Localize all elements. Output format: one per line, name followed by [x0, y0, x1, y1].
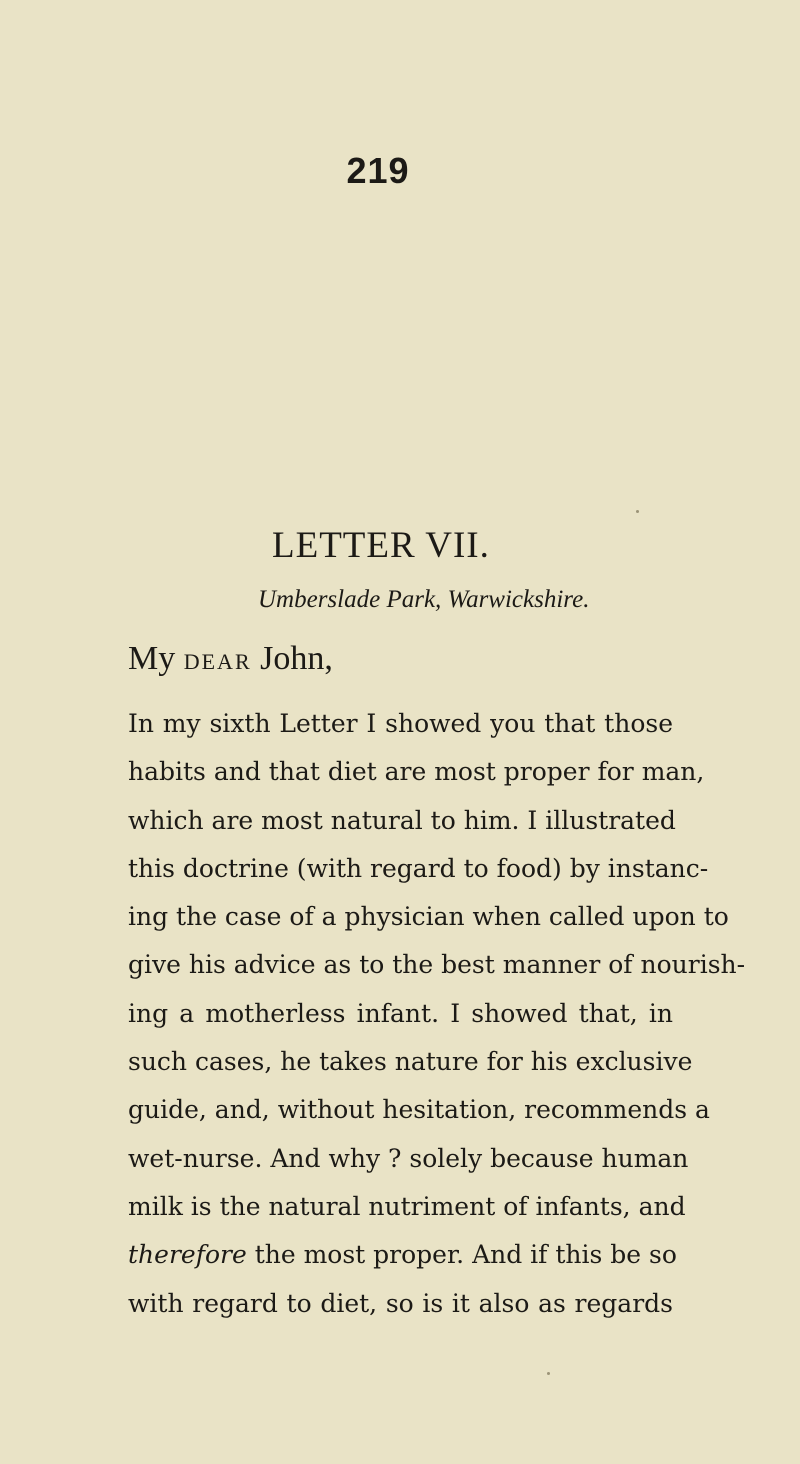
italic-word: therefore	[128, 1240, 247, 1270]
body-line: which are most natural to him. I illustrated	[128, 805, 676, 835]
body-line-text: my sixth Letter I showed you that those	[153, 709, 673, 738]
body-line-text: the most proper. And if this be so	[246, 1240, 677, 1270]
body-line: milk is the natural nutriment of infants, and	[128, 1191, 686, 1221]
body-line	[128, 700, 673, 748]
salutation-dear: DEAR	[183, 649, 252, 674]
salutation-name: John,	[260, 640, 333, 677]
body-line: with regard to diet, so is it also as regards	[128, 1288, 673, 1318]
body-line: wet-nurse. And why ? solely because human	[128, 1143, 689, 1173]
body-line: give his advice as to the best manner of nourish-	[128, 950, 746, 980]
letter-heading: LETTER VII.	[272, 525, 490, 566]
page-number: 219	[346, 150, 410, 191]
paper-speck	[547, 1372, 550, 1375]
body-line	[128, 1231, 677, 1279]
body-line: habits and that diet are most proper for man,	[128, 757, 705, 787]
body-line: ing the case of a physician when called upon to	[128, 902, 729, 932]
body-line: ing a motherless infant. I showed that, in	[128, 998, 673, 1028]
body-line: such cases, he takes nature for his exclusive	[128, 1047, 693, 1077]
body-line: guide, and, without hesitation, recommends a	[128, 1095, 710, 1125]
initial-word-text: In	[128, 709, 154, 738]
salutation	[128, 640, 628, 678]
salutation-first-word: My	[128, 640, 176, 677]
letter-body	[128, 700, 746, 1328]
initial-word	[128, 709, 154, 738]
place-line: Umberslade Park, Warwickshire.	[258, 586, 590, 613]
body-line: this doctrine (with regard to food) by instanc-	[128, 853, 709, 883]
paper-speck	[636, 510, 639, 513]
